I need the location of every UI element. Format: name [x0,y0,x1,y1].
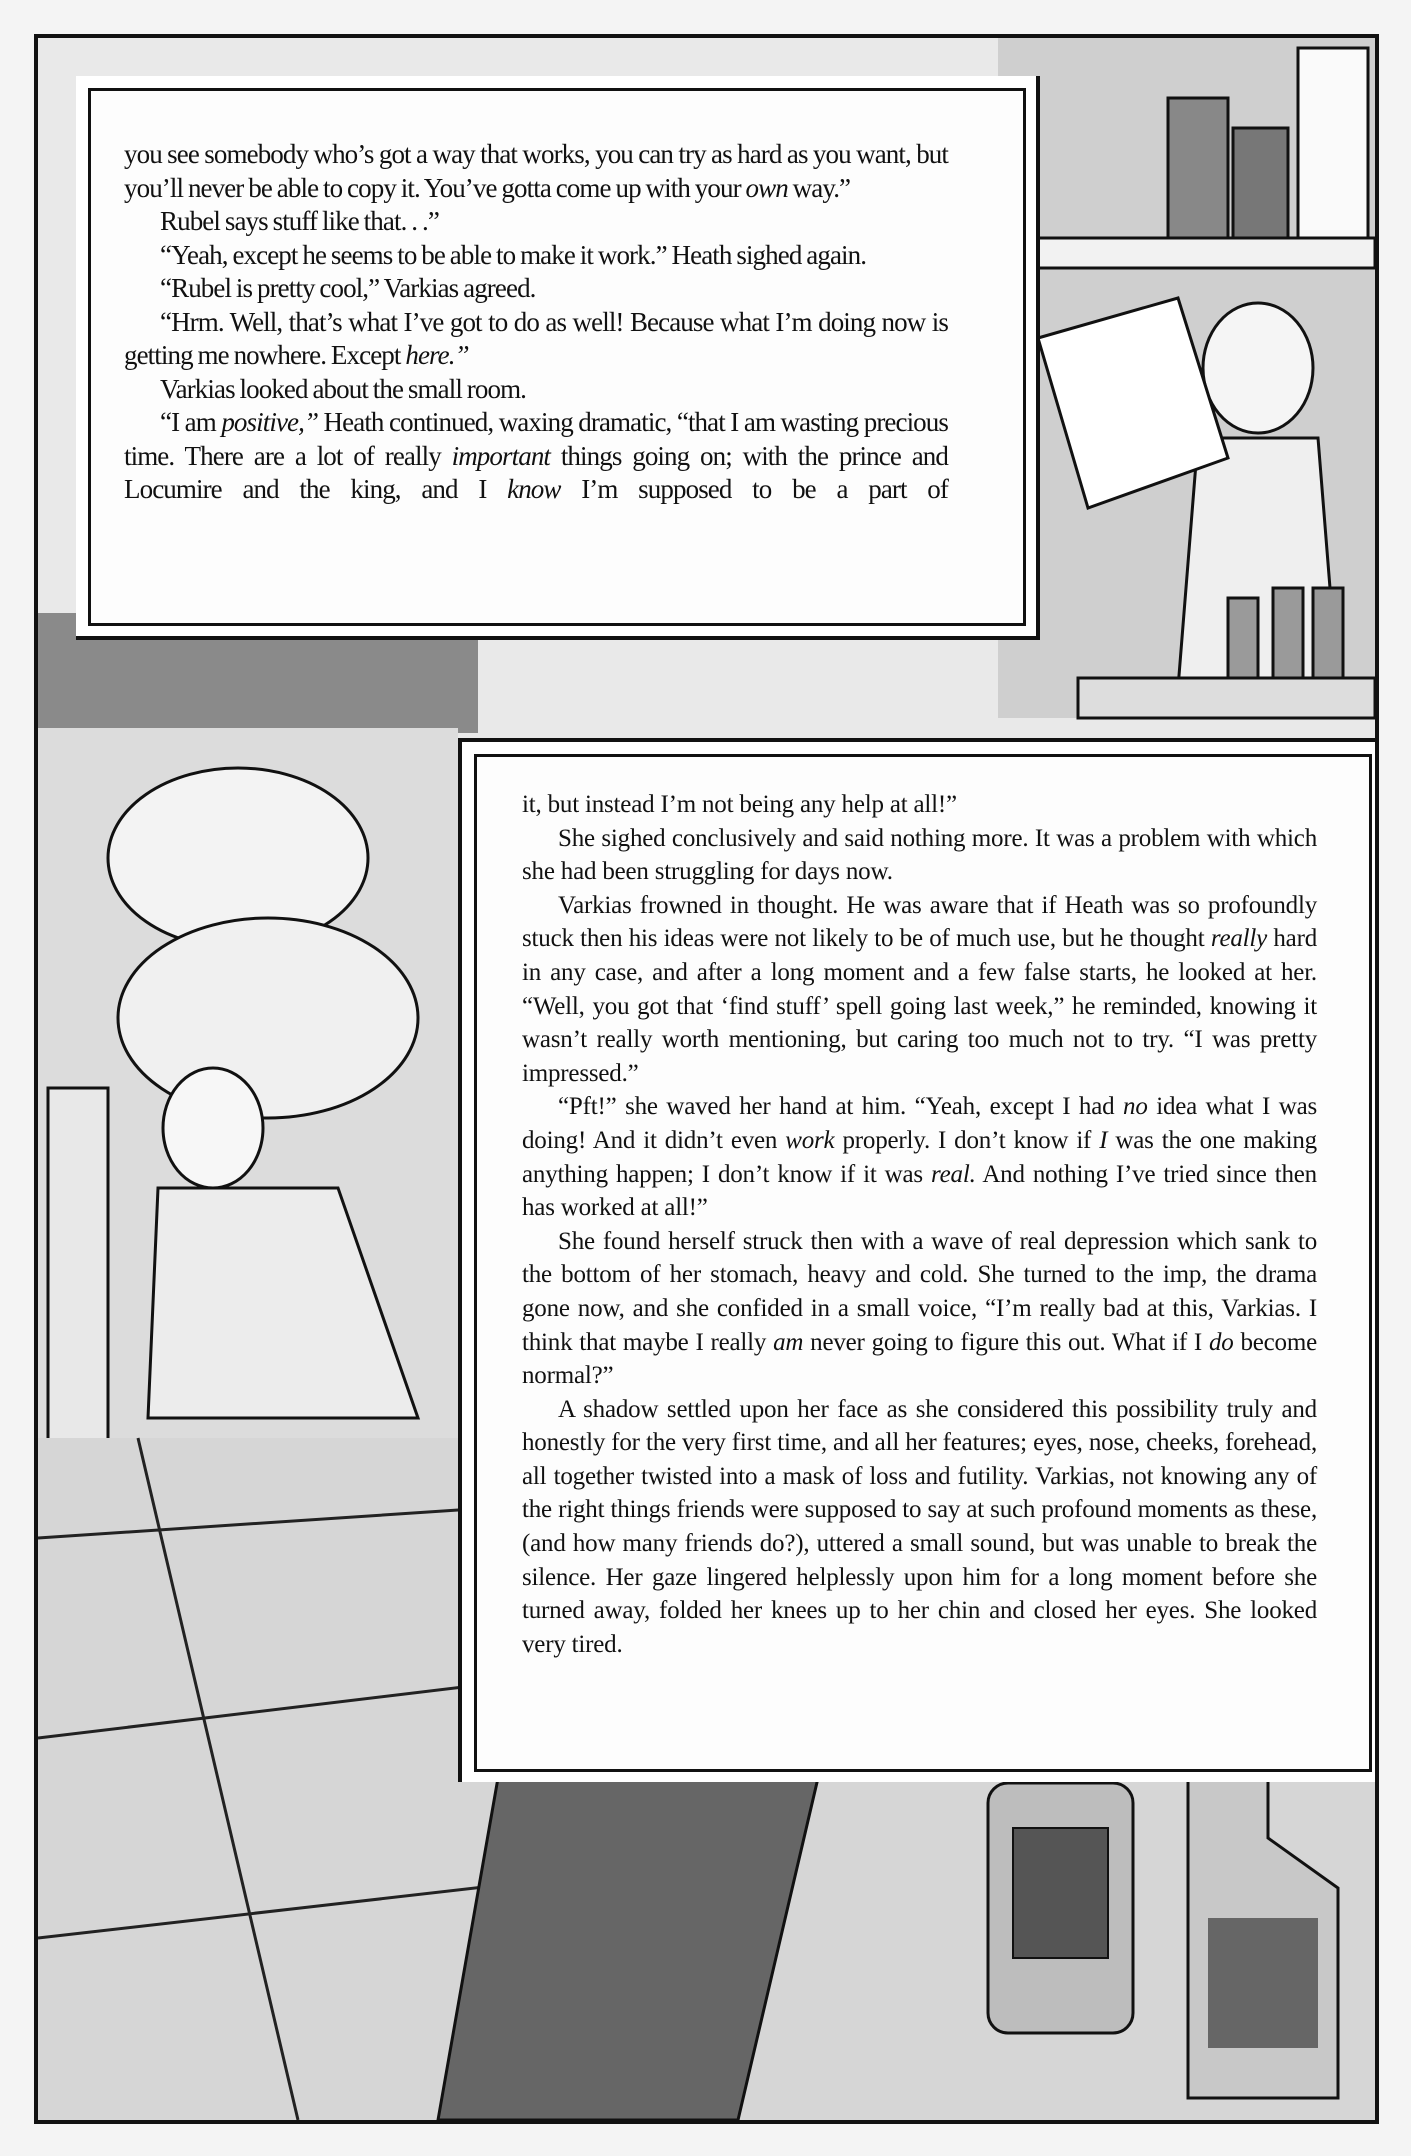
text-segment: you see somebody who’s got a way that works, you can try as hard as you want, but you’ll never be able to copy it. You’ve gotta come up with your [124,139,948,203]
comic-panel [34,34,1379,2124]
narration-text [124,138,948,507]
text-segment: properly. I don’t know if [834,1126,1100,1154]
paragraph [522,889,1317,1091]
emphasized-text: own [745,172,788,203]
paragraph [124,272,948,306]
text-segment: A shadow settled upon her face as she considered this possibility truly and honestly for the very first time, and all her features; eyes, nose, cheeks, forehead, all together twisted into a mask of loss and futility. Varkias, not knowing any of the right things friends were supposed to say at such profound moments as these, (and how many friends do?), uttered a small sound, but was unable to break the silence. Her gaze lingered helplessly upon him for a long moment before she turned away, folded her knees up to her chin and closed her eyes. She looked very tired. [522,1395,1317,1658]
emphasized-text: important [451,440,551,471]
emphasized-text: no [1123,1093,1148,1121]
text-segment: Varkias frowned in thought. He was aware that if Heath was so profoundly stuck then his ideas were not likely to be of much use, but he thought [522,891,1317,953]
emphasized-text: positive,” [221,407,319,437]
emphasized-text: know [507,474,561,504]
text-segment: Heath continued, waxing dramatic, “that I am wasting precious time. There are a lot of really [124,407,948,471]
paragraph [124,306,948,373]
narration-box-top [76,76,1040,640]
text-segment: it, but instead I’m not being any help at all!” [522,791,957,818]
girl-head [1203,303,1313,433]
paragraph [124,205,948,239]
sack [118,918,418,1118]
text-segment: Varkias looked about the small room. [160,373,527,404]
emphasized-text: do [1208,1328,1234,1356]
text-segment: Rubel says stuff like that. . .” [160,206,439,236]
paragraph [124,406,948,507]
bottle [1273,588,1303,688]
text-segment: “Pft!” she waved her hand at him. “Yeah, except I had [558,1093,1124,1121]
text-segment: idea what I was doing! And it didn’t even [522,1093,1317,1154]
text-segment: was the one making anything happen; I don’t know if it was [522,1126,1317,1188]
text-segment: She sighed conclusively and said nothing more. It was a problem with which she had been struggling for days now. [522,824,1317,886]
emphasized-text: here.” [405,340,469,370]
emphasized-text: work [785,1126,835,1154]
text-segment: “I am [160,407,222,437]
paragraph [522,1393,1317,1662]
text-segment: And nothing I’ve tried since then has worked at all!” [522,1160,1317,1222]
text-segment: hard in any case, and after a long moment and a few false starts, he looked at her. “Well, you got that ‘find stuff’ spell going last week,” he reminded, knowing it wasn’t really worth mentioning, but caring too much not to try. “I was pretty impressed.” [522,925,1318,1087]
text-segment: “Hrm. Well, that’s what I’ve got to do as well! Because what I’m doing now is getting me nowhere. Except [124,306,948,370]
paragraph [124,138,948,205]
emphasized-text: am [773,1328,804,1356]
text-segment: “Rubel is pretty cool,” Varkias agreed. [160,273,536,303]
bottle-label [1208,1918,1318,2048]
text-segment: I’m supposed to be a part of [560,474,948,504]
paragraph [124,239,948,273]
emphasized-text: I [1099,1126,1108,1154]
narration-text [522,788,1317,1661]
paragraph [522,788,1317,822]
jar [1168,98,1228,238]
jar [1233,128,1288,238]
paragraph [522,1090,1317,1224]
paragraph [124,373,948,407]
bottle [1228,598,1258,688]
girl-head [163,1068,263,1188]
text-segment: never going to figure this out. What if I [803,1328,1209,1356]
bottle-label [1013,1828,1108,1958]
shelf [998,238,1375,268]
paragraph [522,1225,1317,1393]
emphasized-text: real. [931,1160,976,1188]
text-segment: way.” [787,172,851,203]
bottle [1313,588,1343,688]
text-segment: become normal?” [522,1328,1317,1390]
paragraph [522,822,1317,889]
table [1078,678,1375,718]
window [1298,48,1368,238]
narration-box-bottom [458,738,1379,1782]
post [48,1088,108,1488]
text-segment: “Yeah, except he seems to be able to make it work.” Heath sighed again. [160,239,867,270]
emphasized-text: really [1210,925,1268,953]
text-segment: things going on; with the prince and Locumire and the king, and I [124,440,948,504]
text-segment: She found herself struck then with a wave of real depression which sank to the bottom of her stomach, heavy and cold. She turned to the imp, the drama gone now, and she confided in a small voice, “I’m really bad at this, Varkias. I think that maybe I really [522,1227,1317,1356]
